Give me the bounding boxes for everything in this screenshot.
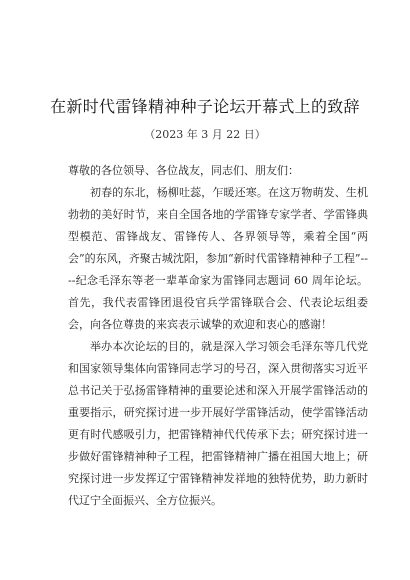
document-body	[68, 160, 368, 512]
document-title: 在新时代雷锋精神种子论坛开幕式上的致辞	[50, 97, 360, 116]
document-date: （2023 年 3 月 22 日）	[144, 128, 266, 141]
paragraph-purpose: 举办本次论坛的目的，就是深入学习领会毛泽东等几代党和国家领导集体向雷锋同志学习的号召，深入贯彻落实习近平总书记关于弘扬雷锋精神的重要论述和深入开展学雷锋活动的重要指示，研究探讨进一步开展好学雷锋活动，使学雷锋活动更有时代感吸引力，把雷锋精神代代传承下去；研究探讨进一步做好雷锋精神种子工程，把雷锋精神广播在祖国大地上；研究探讨进一步发挥辽宁雷锋精神发祥地的独特优势，助力新时代辽宁全面振兴、全方位振兴。	[68, 340, 368, 507]
paragraph-opening: 初春的东北，杨柳吐蕊，乍暖还寒。在这万物萌发、生机勃勃的美好时节，来自全国各地的学雷锋专家学者、学雷锋典型模范、雷锋战友、雷锋传人、各界领导等，乘着全国“两会”的东风，齐聚古城沈阳，参加“新时代雷锋精神种子工程”----纪念毛泽东等老一辈革命家为雷锋同志题词 60 周年论坛。首先，我代表雷锋团退役官兵学雷锋联合会、代表论坛组委会，向各位尊贵的来宾表示诚挚的欢迎和衷心的感谢！	[68, 186, 368, 331]
salutation: 尊敬的各位领导、各位战友，同志们、朋友们：	[68, 164, 299, 177]
